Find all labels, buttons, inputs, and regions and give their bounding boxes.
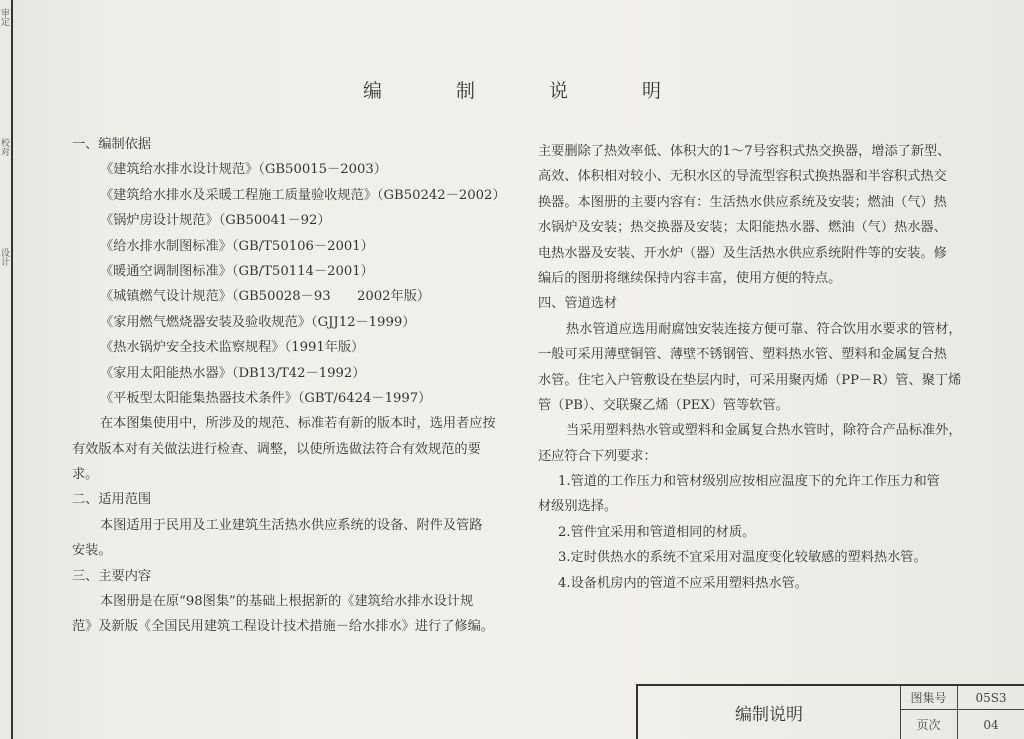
binding-margin xyxy=(0,0,13,739)
text-line: 范》及新版《全国民用建筑工程设计技术措施－给水排水》进行了修编。 xyxy=(72,619,494,635)
text-line: 四、管道选材 xyxy=(538,296,618,312)
text-line: 《平板型太阳能集热器技术条件》（GBT/6424－1997） xyxy=(100,390,432,406)
margin-mark-designer: 设计 xyxy=(1,249,11,268)
text-line: 《建筑给水排水设计规范》（GB50015－2003） xyxy=(100,162,387,178)
atlas-number-label: 图集号 xyxy=(900,686,958,710)
text-line: 有效版本对有关做法进行检查、调整，以使所选做法符合有效规范的要 xyxy=(72,441,481,457)
text-line: 本图适用于民用及工业建筑生活热水供应系统的设备、附件及管路 xyxy=(100,517,483,533)
text-line: 《家用燃气燃烧器安装及验收规范》（GJJ12－1999） xyxy=(100,314,416,330)
text-line: 《家用太阳能热水器》（DB13/T42－1992） xyxy=(100,365,366,381)
margin-mark-checker: 校对 xyxy=(1,139,11,158)
text-line: 水管。住宅入户管敷设在垫层内时，可采用聚丙烯（PP－R）管、聚丁烯 xyxy=(538,372,962,388)
text-line: 当采用塑料热水管或塑料和金属复合热水管时，除符合产品标准外， xyxy=(566,423,962,439)
text-line: 3.定时供热水的系统不宜采用对温度变化较敏感的塑料热水管。 xyxy=(558,550,927,566)
text-line: 高效、体积相对较小、无积水区的导流型容积式换热器和半容积式热交 xyxy=(538,169,947,185)
text-line: 《建筑给水排水及采暖工程施工质量验收规范》（GB50242－2002） xyxy=(100,187,506,203)
text-line: 《锅炉房设计规范》（GB50041－92） xyxy=(100,213,331,229)
text-line: 2.管件宜采用和管道相同的材质。 xyxy=(558,524,756,540)
page-title: 编 制 说 明 xyxy=(362,80,696,102)
text-line: 本图册是在原“98图集”的基础上根据新的《建筑给水排水设计规 xyxy=(100,594,474,610)
text-line: 求。 xyxy=(72,467,99,483)
text-line: 《给水排水制图标准》（GB/T50106－2001） xyxy=(100,238,374,254)
page-number-label: 页次 xyxy=(900,710,958,739)
text-line: 还应符合下列要求： xyxy=(538,448,657,464)
text-line: 管（PB）、交联聚乙烯（PEX）管等软管。 xyxy=(538,397,789,413)
text-line: 一般可采用薄壁铜管、薄壁不锈钢管、塑料热水管、塑料和金属复合热 xyxy=(538,347,947,363)
text-line: 编后的图册将继续保持内容丰富，使用方便的特点。 xyxy=(538,270,842,286)
text-line: 安装。 xyxy=(72,543,112,559)
title-block xyxy=(636,684,1024,739)
text-line: 材级别选择。 xyxy=(538,499,618,515)
text-line: 三、主要内容 xyxy=(72,568,152,584)
text-line: 4.设备机房内的管道不应采用塑料热水管。 xyxy=(558,575,808,591)
title-block-name: 编制说明 xyxy=(638,686,901,739)
text-line: 1.管道的工作压力和管材级别应按相应温度下的允许工作压力和管 xyxy=(558,474,940,490)
text-line: 电热水器及安装、开水炉（器）及生活热水供应系统附件等的安装。修 xyxy=(538,245,947,261)
text-line: 主要删除了热效率低、体积大的1～7号容积式热交换器，增添了新型、 xyxy=(538,144,951,159)
text-line: 二、适用范围 xyxy=(72,492,152,508)
text-line: 《暖通空调制图标准》（GB/T50114－2001） xyxy=(100,263,374,279)
text-line: 换器。本图册的主要内容有：生活热水供应系统及安装；燃油（气）热 xyxy=(538,194,947,210)
text-line: 在本图集使用中，所涉及的规范、标准若有新的版本时，选用者应按 xyxy=(100,416,496,432)
text-line: 《热水锅炉安全技术监察规程》（1991年版） xyxy=(100,340,365,356)
atlas-number-value: 05S3 xyxy=(958,686,1024,710)
margin-mark-reviewer: 审定 xyxy=(1,9,11,28)
left-text-column xyxy=(72,132,512,640)
text-line: 《城镇燃气设计规范》（GB50028－93 2002年版） xyxy=(100,289,431,305)
page-number-value: 04 xyxy=(983,717,999,732)
right-text-column xyxy=(538,139,970,596)
text-line: 水锅炉及安装；热交换器及安装；太阳能热水器、燃油（气）热水器、 xyxy=(538,220,947,236)
text-line: 一、编制依据 xyxy=(72,137,152,152)
text-line: 热水管道应选用耐腐蚀安装连接方便可靠、符合饮用水要求的管材， xyxy=(566,321,962,337)
